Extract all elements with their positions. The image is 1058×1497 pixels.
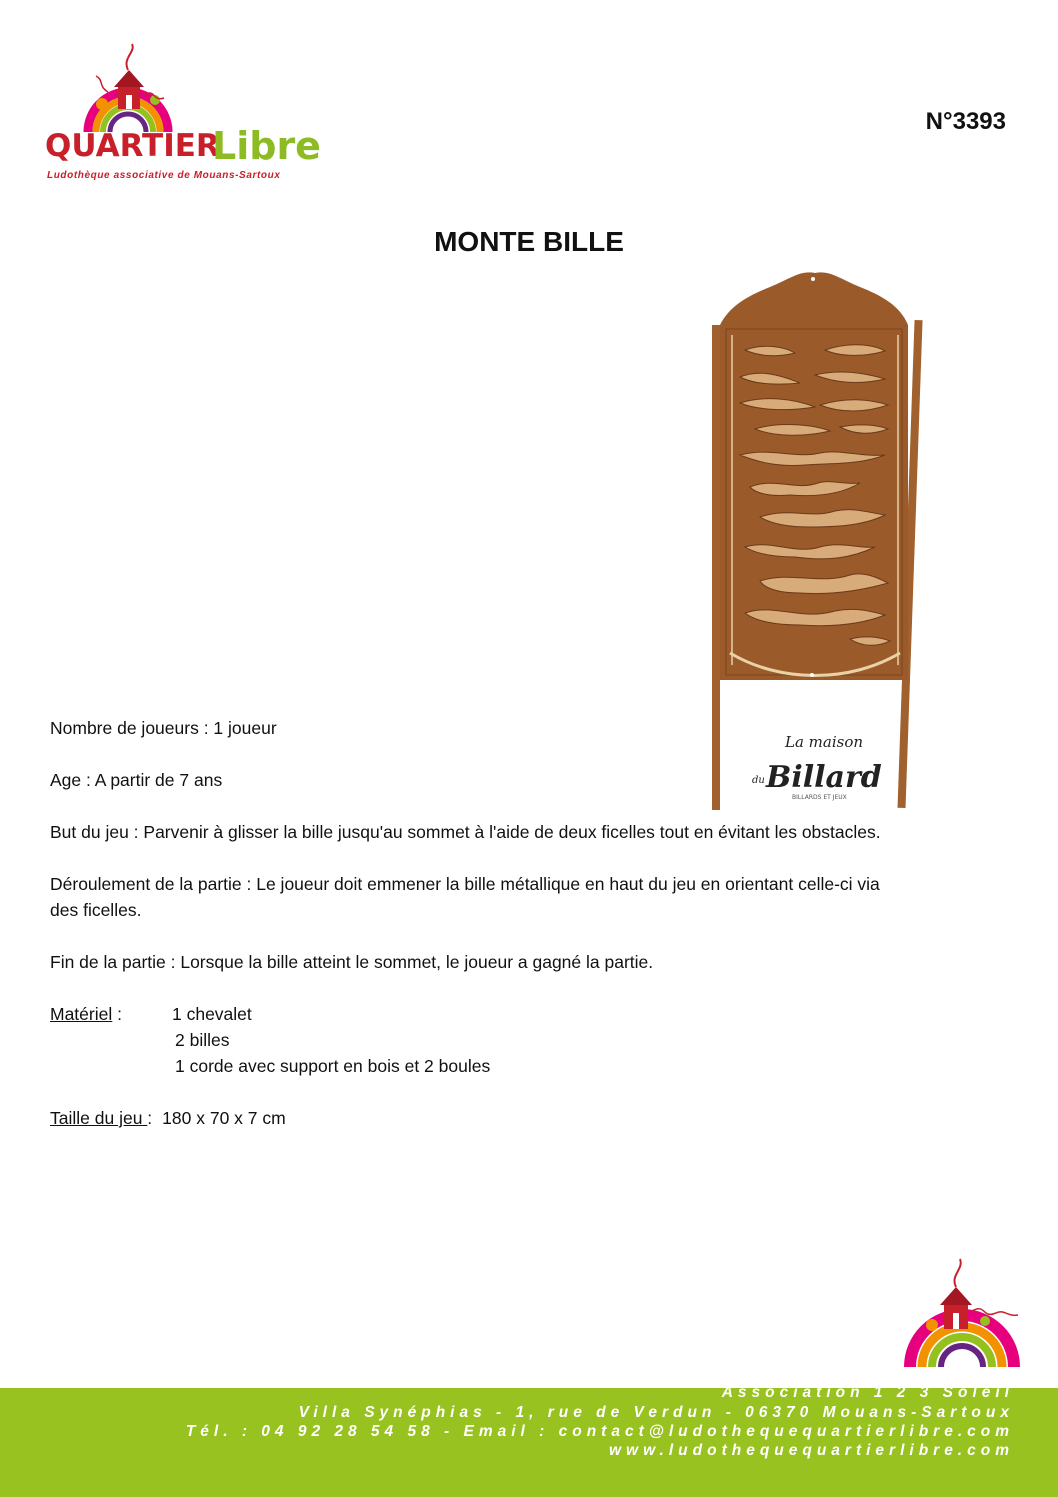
material-item: 1 corde avec support en bois et 2 boules xyxy=(175,1056,491,1076)
size-label: Taille du jeu xyxy=(50,1108,148,1128)
material-label xyxy=(50,1001,122,1027)
brand-script-3: Billard xyxy=(766,760,882,795)
material-label-colon: : xyxy=(112,1004,122,1024)
progress-line-2: des ficelles. xyxy=(50,900,142,920)
end-line: Fin de la partie : Lorsque la bille atteint le sommet, le joueur a gagné la partie. xyxy=(50,952,654,972)
logo-wordmark-quartier: QUARTIER xyxy=(45,128,220,164)
size-colon: : xyxy=(147,1108,153,1128)
footer-logo xyxy=(900,1255,1030,1370)
footer-association: Association 1 2 3 Soleil xyxy=(721,1384,1014,1401)
footer-address: Villa Synéphias - 1, rue de Verdun - 06370 Mouans-Sartoux xyxy=(298,1404,1014,1421)
material-label-text: Matériel xyxy=(50,1004,113,1024)
brand-script-1: La maison xyxy=(785,733,864,751)
brand-script-2: du xyxy=(752,775,765,786)
material-item: 2 billes xyxy=(175,1030,230,1050)
size-value: 180 x 70 x 7 cm xyxy=(162,1108,286,1128)
players-line: Nombre de joueurs : 1 joueur xyxy=(50,718,277,738)
brand-tagline: BILLARDS ET JEUX xyxy=(792,794,847,801)
size-line xyxy=(50,1105,286,1131)
goal-line: But du jeu : Parvenir à glisser la bille jusqu'au sommet à l'aide de deux ficelles tout en évitant les obstacles. xyxy=(50,822,881,842)
footer-website: www.ludothequequartierlibre.com xyxy=(608,1442,1014,1459)
age-line: Age : A partir de 7 ans xyxy=(50,770,223,790)
progress-line-1: Déroulement de la partie : Le joueur doit emmener la bille métallique en haut du jeu en orientant celle-ci via xyxy=(50,874,880,894)
page-title: MONTE BILLE xyxy=(434,226,624,257)
monte-bille-wooden-board-image xyxy=(700,265,930,815)
logo-tagline: Ludothèque associative de Mouans-Sartoux xyxy=(47,170,281,181)
logo-wordmark-libre: Libre xyxy=(212,124,321,168)
material-item: 1 chevalet xyxy=(172,1004,252,1024)
footer-contact: Tél. : 04 92 28 54 58 - Email : contact@ludothequequartierlibre.com xyxy=(185,1423,1014,1440)
reference-number: N°3393 xyxy=(925,108,1006,135)
